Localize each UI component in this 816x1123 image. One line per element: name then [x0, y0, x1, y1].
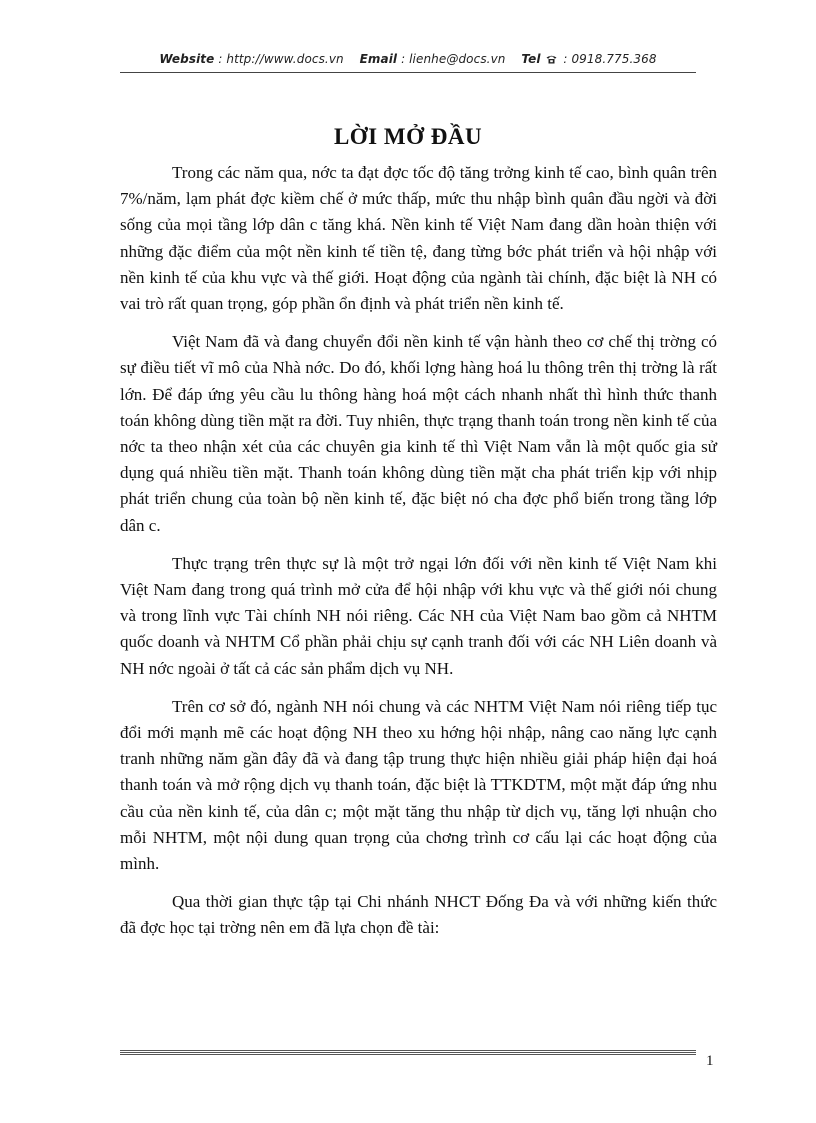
website-value: : http://www.docs.vn	[218, 52, 344, 66]
paragraph: Việt Nam đã và đang chuyển đổi nền kinh tế vận hành theo cơ chế thị trờng có sự điều tiết vĩ mô của Nhà nớc. Do đó, khối lợng hàng hoá lu thông trên thị trờng là rất lớn. Để đáp ứng yêu cầu lu thông hàng hoá một cách nhanh nhất thì hình thức thanh toán không dùng tiền mặt ra đời. Tuy nhiên, thực trạng thanh toán trong nền kinh tế của nớc ta theo nhận xét của các chuyên gia kinh tế thì Việt Nam vẫn là một quốc gia sử dụng quá nhiều tiền mặt. Thanh toán không dùng tiền mặt cha phát triển kịp với nhịp phát triển chung của toàn bộ nền kinh tế, đặc biệt nó cha đợc phổ biến trong tầng lớp dân c.	[120, 332, 717, 535]
tel-label: Tel	[521, 52, 541, 66]
tel-value: : 0918.775.368	[563, 52, 657, 66]
paragraph: Trên cơ sở đó, ngành NH nói chung và các NHTM Việt Nam nói riêng tiếp tục đổi mới mạnh mẽ các hoạt động NH theo xu hớng hội nhập, nâng cao năng lực cạnh tranh những năm gần đây đã và đang tập trung thực hiện nhiều giải pháp hiện đại hoá thanh toán và mở rộng dịch vụ thanh toán, đặc biệt là TTKDTM, một mặt đáp ứng nhu cầu của nền kinh tế, của dân c; một mặt tăng thu nhập từ dịch vụ, tăng lợi nhuận cho mỗi NHTM, một nội dung quan trọng của chơng trình cơ cấu lại các hoạt động của mình.	[120, 696, 717, 874]
page-number: 1	[706, 1053, 714, 1069]
paragraph: Thực trạng trên thực sự là một trở ngại lớn đối với nền kinh tế Việt Nam khi Việt Nam đang trong quá trình mở cửa để hội nhập với khu vực và thế giới nói chung và trong lĩnh vực Tài chính NH nói riêng. Các NH của Việt Nam bao gồm cả NHTM quốc doanh và NHTM Cổ phần phải chịu sự cạnh tranh đối với các NH Liên doanh và NH nớc ngoài ở tất cả các sản phẩm dịch vụ NH.	[120, 553, 717, 678]
paragraph: Qua thời gian thực tập tại Chi nhánh NHCT Đống Đa và với những kiến thức đã đợc học tại trờng nên em đã lựa chọn đề tài:	[120, 892, 717, 938]
document-body	[120, 160, 717, 954]
footer-divider	[120, 1050, 696, 1055]
email-value: : lienhe@docs.vn	[401, 52, 506, 66]
email-label: Email	[359, 52, 398, 66]
paragraph: Trong các năm qua, nớc ta đạt đợc tốc độ tăng trởng kinh tế cao, bình quân trên 7%/năm, lạm phát đợc kiềm chế ở mức thấp, mức thu nhập bình quân đầu ngời và đời sống của mọi tầng lớp dân c tăng khá. Nền kinh tế Việt Nam đang dần hoàn thiện với những đặc điểm của một nền kinh tế tiền tệ, đang từng bớc phát triển và hội nhập với nền kinh tế của khu vực và thế giới. Hoạt động của ngành tài chính, đặc biệt là NH có vai trò rất quan trọng, góp phần ổn định và phát triển nền kinh tế.	[120, 163, 717, 314]
website-label: Website	[159, 52, 215, 66]
document-title: LỜI MỞ ĐẦU	[333, 124, 483, 149]
page-header	[0, 52, 816, 66]
header-divider	[120, 72, 696, 73]
telephone-icon	[546, 54, 557, 64]
